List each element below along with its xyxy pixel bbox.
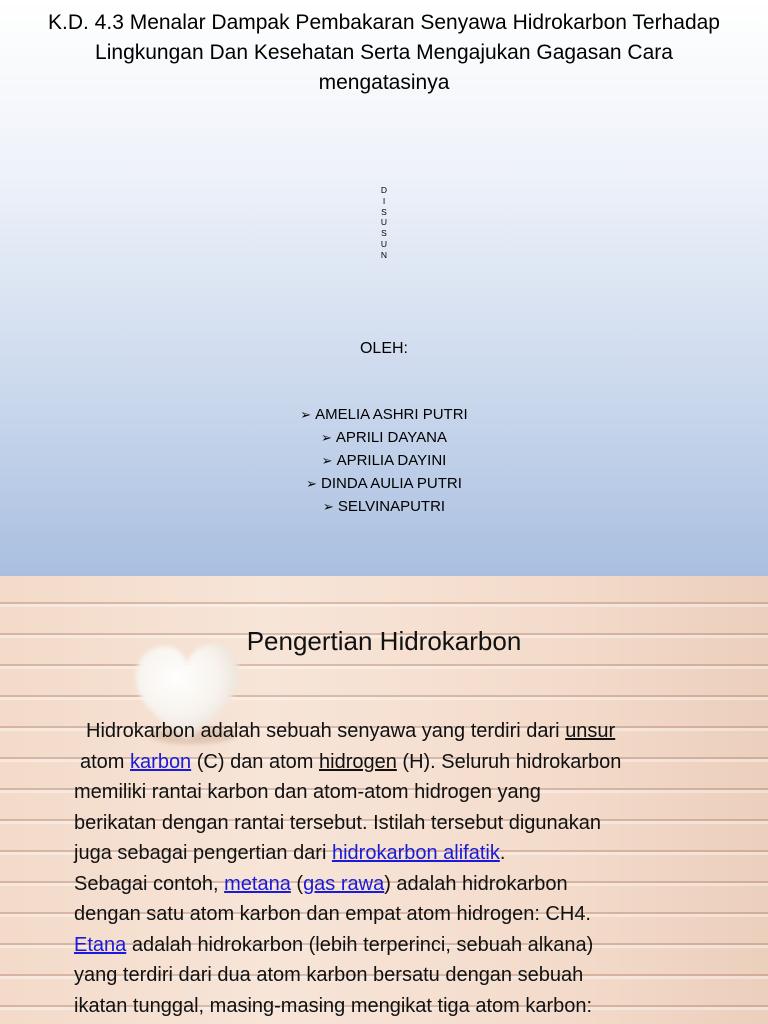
text-run: (H). Seluruh hidrokarbon bbox=[396, 750, 622, 773]
vertical-letter: U bbox=[380, 238, 388, 249]
vertical-letter: S bbox=[381, 206, 387, 217]
text-run: ( bbox=[290, 872, 304, 895]
arrow-bullet-icon: ➢ bbox=[306, 476, 318, 491]
member-item bbox=[0, 426, 768, 449]
vertical-letter: U bbox=[380, 217, 388, 228]
text-run: ) adalah hidrokarbon bbox=[384, 872, 568, 895]
text-run: Sebagai contoh, bbox=[74, 872, 225, 895]
etana-link[interactable]: Etana bbox=[74, 933, 127, 956]
vertical-letter: N bbox=[380, 249, 388, 260]
text-line: ikatan tunggal, masing-masing mengikat tiga atom karbon: bbox=[74, 994, 593, 1017]
slide-title bbox=[0, 8, 768, 98]
text-line: yang terdiri dari dua atom karbon bersatu dengan sebuah bbox=[74, 964, 584, 986]
text-run: atom bbox=[80, 750, 131, 773]
text-run: (C) dan atom bbox=[191, 750, 320, 773]
karbon-link[interactable]: karbon bbox=[130, 750, 192, 773]
title-line: K.D. 4.3 Menalar Dampak Pembakaran Senyawa Hidrokarbon Terhadap bbox=[48, 11, 720, 34]
text-line: memiliki rantai karbon dan atom-atom hidrogen yang bbox=[74, 781, 541, 803]
member-item bbox=[0, 472, 768, 495]
gas-rawa-link[interactable]: gas rawa bbox=[303, 872, 385, 895]
title-line: Lingkungan Dan Kesehatan Serta Mengajukan Gagasan Cara bbox=[95, 41, 673, 64]
text-line bbox=[74, 838, 734, 869]
member-item bbox=[0, 495, 768, 518]
content-slide bbox=[0, 576, 768, 1024]
text-line bbox=[74, 930, 734, 961]
member-list bbox=[0, 403, 768, 518]
text-run: Hidrokarbon adalah sebuah senyawa yang terdiri dari bbox=[86, 720, 566, 742]
member-name: APRILI DAYANA bbox=[335, 429, 448, 446]
vertical-letter: S bbox=[381, 228, 387, 239]
metana-link[interactable]: metana bbox=[224, 872, 291, 895]
member-item bbox=[0, 449, 768, 472]
text-line bbox=[74, 747, 734, 778]
hidrokarbon-alifatik-link[interactable]: hidrokarbon alifatik bbox=[331, 842, 500, 864]
member-name: SELVINAPUTRI bbox=[337, 498, 446, 515]
member-name: AMELIA ASHRI PUTRI bbox=[315, 406, 468, 423]
text-line: dengan satu atom karbon dan empat atom hidrogen: CH4. bbox=[74, 903, 591, 925]
vertical-letter: D bbox=[380, 185, 388, 195]
slide-heading: Pengertian Hidrokarbon bbox=[246, 626, 522, 656]
text-line: berikatan dengan rantai tersebut. Istilah tersebut digunakan bbox=[74, 811, 602, 834]
unsur-term: unsur bbox=[565, 720, 616, 742]
definition-paragraph bbox=[74, 716, 734, 1021]
vertical-letter: I bbox=[382, 195, 386, 206]
text-line bbox=[74, 869, 734, 900]
arrow-bullet-icon: ➢ bbox=[320, 430, 332, 445]
arrow-bullet-icon: ➢ bbox=[300, 407, 312, 422]
vertical-disusun-text bbox=[374, 185, 394, 261]
text-line bbox=[74, 716, 734, 747]
title-line: mengatasinya bbox=[318, 71, 450, 94]
member-name: DINDA AULIA PUTRI bbox=[321, 475, 462, 492]
text-run: . bbox=[499, 842, 506, 864]
arrow-bullet-icon: ➢ bbox=[321, 453, 333, 468]
hidrogen-term: hidrogen bbox=[319, 750, 397, 773]
member-name: APRILIA DAYINI bbox=[336, 452, 447, 469]
arrow-bullet-icon: ➢ bbox=[322, 499, 334, 514]
text-run: adalah hidrokarbon (lebih terperinci, sebuah alkana) bbox=[126, 933, 594, 956]
text-run: juga sebagai pengertian dari bbox=[74, 842, 332, 864]
oleh-label: OLEH: bbox=[359, 340, 408, 357]
member-item bbox=[0, 403, 768, 426]
